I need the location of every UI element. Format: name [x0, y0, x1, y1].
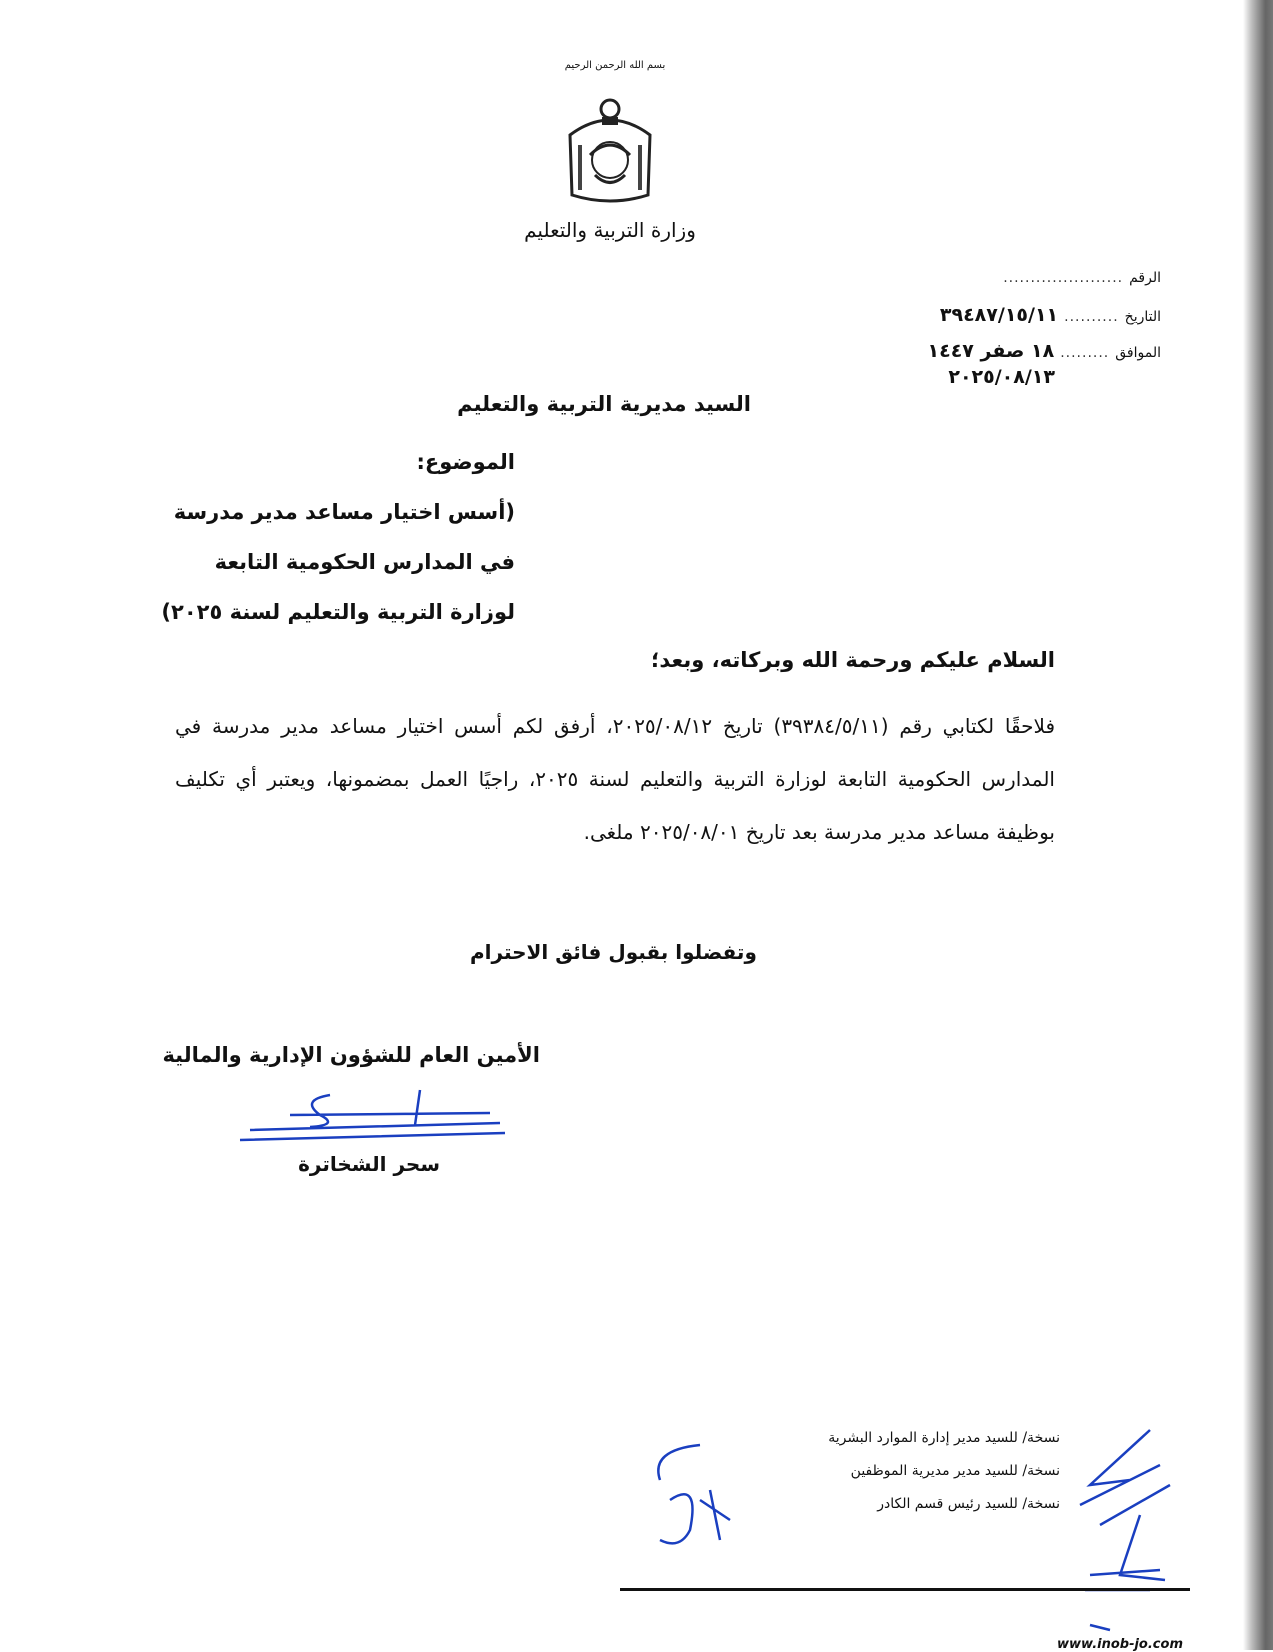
- scan-edge: [1198, 0, 1273, 1650]
- ref-hijri-value: ١٨ صفر ١٤٤٧: [927, 340, 1055, 362]
- ref-date-label: التاريخ: [1124, 309, 1161, 325]
- subject-line: لوزارة التربية والتعليم لسنة ٢٠٢٥): [161, 600, 515, 624]
- ministry-name: وزارة التربية والتعليم: [524, 218, 696, 242]
- letter-body: فلاحقًا لكتابي رقم (٣٩٣٨٤/٥/١١) تاريخ ٢٠٢٥/٠٨/١٢، أرفق لكم أسس اختيار مساعد مدير مدرسة في المدارس الحكومية التابعة لوزارة التربية والتعليم لسنة ٢٠٢٥، راجيًا العمل بمضمونها، ويعتبر أي تكليف بوظيفة مساعد مدير مدرسة بعد تاريخ ٢٠٢٥/٠٨/٠١ ملغى.: [175, 714, 1056, 844]
- handwritten-initials: [640, 1440, 760, 1560]
- cc-line: نسخة/ للسيد مدير إدارة الموارد البشرية: [828, 1430, 1060, 1446]
- addressee: السيد مديرية التربية والتعليم: [457, 392, 751, 416]
- ref-gregorian-value: ٢٠٢٥/٠٨/١٣: [948, 366, 1055, 388]
- signatory-title: الأمين العام للشؤون الإدارية والمالية: [162, 1043, 540, 1067]
- basmala: بسم الله الرحمن الرحيم: [564, 60, 666, 71]
- ref-hijri-label: الموافق: [1115, 345, 1161, 361]
- signatory-name: سحر الشخاترة: [298, 1152, 440, 1176]
- handwritten-signature: [230, 1085, 520, 1155]
- subject-line: في المدارس الحكومية التابعة: [214, 550, 515, 574]
- coat-of-arms-emblem: [560, 95, 660, 210]
- reference-hijri: الموافق ......... ١٨ صفر ١٤٤٧: [927, 340, 1161, 362]
- greeting: السلام عليكم ورحمة الله وبركاته، وبعد؛: [650, 648, 1055, 672]
- reference-gregorian: [948, 366, 1055, 388]
- reference-date: التاريخ .......... ٣٩٤٨٧/١٥/١١: [939, 304, 1161, 326]
- reference-number: الرقم ......................: [1003, 270, 1161, 286]
- subject-line: (أسس اختيار مساعد مدير مدرسة: [173, 500, 515, 524]
- handwritten-date-annotation: [1070, 1425, 1180, 1645]
- cc-line: نسخة/ للسيد مدير مديرية الموظفين: [850, 1463, 1060, 1479]
- subject-label: الموضوع:: [416, 450, 515, 474]
- cc-line: نسخة/ للسيد رئيس قسم الكادر: [877, 1496, 1060, 1512]
- footer-divider: [620, 1588, 1190, 1591]
- website-watermark: www.inob-jo.com: [1057, 1637, 1183, 1652]
- ref-date-value: ٣٩٤٨٧/١٥/١١: [939, 304, 1059, 326]
- ref-number-label: الرقم: [1129, 270, 1161, 286]
- closing: وتفضلوا بقبول فائق الاحترام: [470, 940, 757, 964]
